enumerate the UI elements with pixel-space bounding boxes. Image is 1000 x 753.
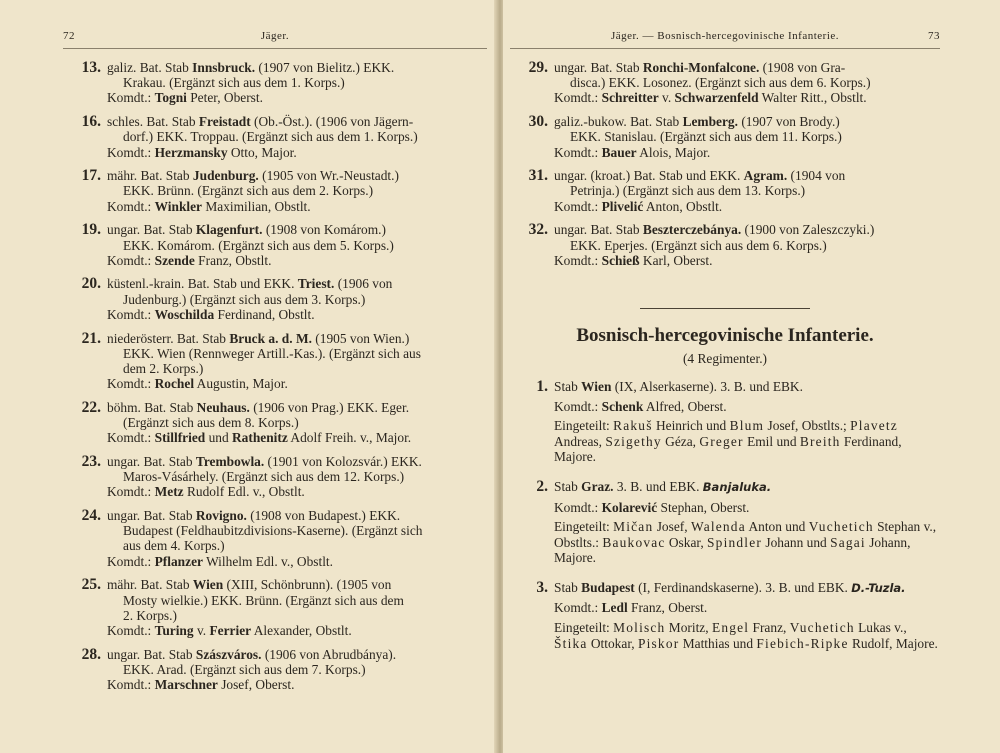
entry-line: ungar. Bat. Stab Beszterczebánya. (1900 von Zaleszczyki.) [554,222,875,238]
entry-line: EKK. Brünn. (Ergänzt sich aus dem 2. Korps.) [123,183,374,199]
entry-line: Judenburg.) (Ergänzt sich aus dem 3. Korps.) [123,291,366,307]
running-head-right [510,30,940,49]
entry-line: dorf.) EKK. Troppau. (Ergänzt sich aus dem 1. Korps.) [123,129,418,145]
entry-line: Maros-Vásárhely. (Ergänzt sich aus dem 12. Korps.) [123,469,405,485]
regiment-body [554,479,940,566]
regiment-entry [510,580,940,651]
battalion-entry [63,647,487,693]
regiment-assigned-officers: Eingeteilt: Molisch Moritz, Engel Franz, Vuchetich Lukas v., Štika Ottokar, Piskor Matthias und Fiebich-Ripke Rudolf, Majore. [554,620,938,651]
entry-body [554,168,940,214]
entry-commander: Komdt.: Turing v. Ferrier Alexander, Obstlt. [107,623,352,638]
running-head-left [63,30,487,49]
entry-body [107,508,487,569]
page-number-left: 72 [63,30,75,42]
entry-body [107,114,487,160]
entry-number: 28. [81,645,101,663]
regiment-commander: Komdt.: Kolarević Stephan, Oberst. [554,499,750,515]
entry-commander: Komdt.: Metz Rudolf Edl. v., Obstlt. [107,484,305,500]
regiment-assigned-officers: Eingeteilt: Rakuš Heinrich und Blum Josef, Obstlts.; Plavetz Andreas, Szigethy Géza, Greger Emil und Breith Ferdinand, Majore. [554,418,902,465]
page-number-right: 73 [928,30,940,42]
entry-line: ungar. (kroat.) Bat. Stab und EKK. Agram. (1904 von [554,168,846,184]
entry-number: 24. [81,507,101,525]
entry-line: EKK. Stanislau. (Ergänzt sich aus dem 11. Korps.) [570,129,842,145]
entry-line: küstenl.-krain. Bat. Stab und EKK. Triest. (1906 von [107,276,393,292]
battalion-entry [63,276,487,322]
battalion-entry [510,168,940,214]
battalion-entry [63,454,487,500]
entry-body [107,276,487,322]
entry-line: mähr. Bat. Stab Wien (XIII, Schönbrunn). (1905 von [107,577,392,593]
entry-line: galiz. Bat. Stab Innsbruck. (1907 von Bielitz.) EKK. [107,60,395,75]
entry-line: 2. Korps.) [123,607,177,623]
entry-body [107,400,487,446]
entry-commander: Komdt.: Pflanzer Wilhelm Edl. v., Obstlt. [107,553,333,569]
section-title: Bosnisch-hercegovinische Infanterie. [576,324,874,346]
entry-body [554,60,940,106]
entry-number: 23. [81,452,101,470]
battalion-entry [510,60,940,106]
entry-line: böhm. Bat. Stab Neuhaus. (1906 von Prag.) EKK. Eger. [107,399,410,415]
battalion-entry [63,114,487,160]
entry-number: 25. [81,576,101,594]
entry-line: ungar. Bat. Stab Rovigno. (1908 von Budapest.) EKK. [107,508,401,524]
entry-body [107,60,487,106]
entry-commander: Komdt.: Plivelić Anton, Obstlt. [554,198,723,214]
entry-line: galiz.-bukow. Bat. Stab Lemberg. (1907 von Brody.) [554,114,840,130]
running-head-title-right: Jäger. — Bosnisch-hercegovinische Infanterie. [610,30,840,42]
entry-body [107,647,487,693]
battalion-entry [63,331,487,392]
entry-line: schles. Bat. Stab Freistadt (Ob.-Öst.). (1906 von Jägern- [107,114,414,130]
page-right [503,0,1000,753]
entry-body [107,331,487,392]
entry-body [107,222,487,268]
regiment-number: 1. [536,377,548,395]
entry-number: 16. [81,113,101,131]
entry-number: 31. [528,167,548,185]
entry-line: Krakau. (Ergänzt sich aus dem 1. Korps.) [123,75,345,91]
running-head-title-left: Jäger. [260,30,290,42]
entry-line: aus dem 4. Korps.) [123,538,225,554]
entry-commander: Komdt.: Herzmansky Otto, Major. [107,144,297,160]
regiment-headquarters: Stab Budapest (I, Ferdinandskaserne). 3. B. und EBK. D.-Tuzla. [554,579,906,595]
regiment-number: 2. [536,477,548,495]
regiment-body [554,379,940,465]
battalion-entry [63,577,487,638]
battalion-entry [63,400,487,446]
battalion-entry [63,168,487,214]
entry-commander: Komdt.: Bauer Alois, Major. [554,144,711,160]
battalion-entry [63,508,487,569]
entry-number: 13. [81,59,101,76]
entry-line: disca.) EKK. Losonez. (Ergänzt sich aus dem 6. Korps.) [570,75,871,91]
regiment-headquarters: Stab Wien (IX, Alserkaserne). 3. B. und EBK. [554,378,803,394]
section-subtitle: (4 Regimenter.) [682,350,768,366]
battalion-entry [63,222,487,268]
entry-line: EKK. Arad. (Ergänzt sich aus dem 7. Korps.) [123,661,366,677]
entry-line: EKK. Wien (Rennweger Artill.-Kas.). (Ergänzt sich aus [123,345,421,361]
regiment-headquarters: Stab Graz. 3. B. und EBK. Banjaluka. [554,478,772,494]
battalion-entry [63,60,487,106]
entry-line: ungar. Bat. Stab Szászváros. (1906 von Abrudbánya). [107,646,397,662]
regiment-commander: Komdt.: Schenk Alfred, Oberst. [554,398,727,414]
entry-commander: Komdt.: Schieß Karl, Oberst. [554,252,713,268]
battalion-entry [510,222,940,268]
regiment-assigned-officers: Eingeteilt: Mičan Josef, Walenda Anton und Vuchetich Stephan v., Obstlts.: Baukovac Oskar, Spindler Johann und Sagai Johann, Majore. [554,519,937,566]
entry-line: ungar. Bat. Stab Ronchi-Monfalcone. (1908 von Gra- [554,60,846,75]
regiment-commander: Komdt.: Ledl Franz, Oberst. [554,600,708,616]
regiment-body [554,580,940,651]
page-left [0,0,497,753]
entry-number: 20. [81,275,101,293]
battalion-entry [510,114,940,160]
battalion-list-left [63,60,487,692]
entry-number: 19. [81,221,101,239]
entry-commander: Komdt.: Woschilda Ferdinand, Obstlt. [107,306,315,322]
entry-body [554,222,940,268]
entry-line: EKK. Komárom. (Ergänzt sich aus dem 5. Korps.) [123,237,394,253]
regiment-list [510,379,940,651]
entry-commander: Komdt.: Marschner Josef, Oberst. [107,677,295,693]
entry-commander: Komdt.: Togni Peter, Oberst. [107,90,263,106]
entry-number: 21. [81,329,101,347]
regiment-entry [510,479,940,566]
entry-line: ungar. Bat. Stab Klagenfurt. (1908 von Komárom.) [107,222,386,238]
entry-number: 29. [528,59,548,76]
entry-body [107,454,487,500]
entry-body [107,577,487,638]
entry-line: ungar. Bat. Stab Trembowla. (1901 von Kolozsvár.) EKK. [107,453,422,469]
section-divider [640,308,810,309]
entry-line: mähr. Bat. Stab Judenburg. (1905 von Wr.-Neustadt.) [107,168,399,184]
entry-line: niederösterr. Bat. Stab Bruck a. d. M. (1905 von Wien.) [107,330,410,346]
entry-line: Budapest (Feldhaubitzdivisions-Kaserne). (Ergänzt sich [123,523,423,539]
regiment-number: 3. [536,578,548,596]
battalion-list-right [510,60,940,268]
entry-line: dem 2. Korps.) [123,360,204,376]
entry-line: (Ergänzt sich aus dem 8. Korps.) [123,415,299,431]
entry-number: 32. [528,221,548,239]
entry-commander: Komdt.: Stillfried und Rathenitz Adolf Freih. v., Major. [107,430,412,446]
entry-commander: Komdt.: Schreitter v. Schwarzenfeld Walter Ritt., Obstlt. [554,90,867,106]
entry-number: 30. [528,113,548,131]
entry-number: 22. [81,398,101,416]
entry-line: Petrinja.) (Ergänzt sich aus dem 13. Korps.) [570,183,806,199]
entry-number: 17. [81,167,101,185]
entry-line: EKK. Eperjes. (Ergänzt sich aus dem 6. Korps.) [570,237,827,253]
entry-commander: Komdt.: Rochel Augustin, Major. [107,376,288,392]
entry-commander: Komdt.: Winkler Maximilian, Obstlt. [107,198,311,214]
regiment-entry [510,379,940,465]
entry-body [554,114,940,160]
entry-commander: Komdt.: Szende Franz, Obstlt. [107,252,272,268]
entry-body [107,168,487,214]
entry-line: Mosty wielkie.) EKK. Brünn. (Ergänzt sich aus dem [123,592,404,608]
